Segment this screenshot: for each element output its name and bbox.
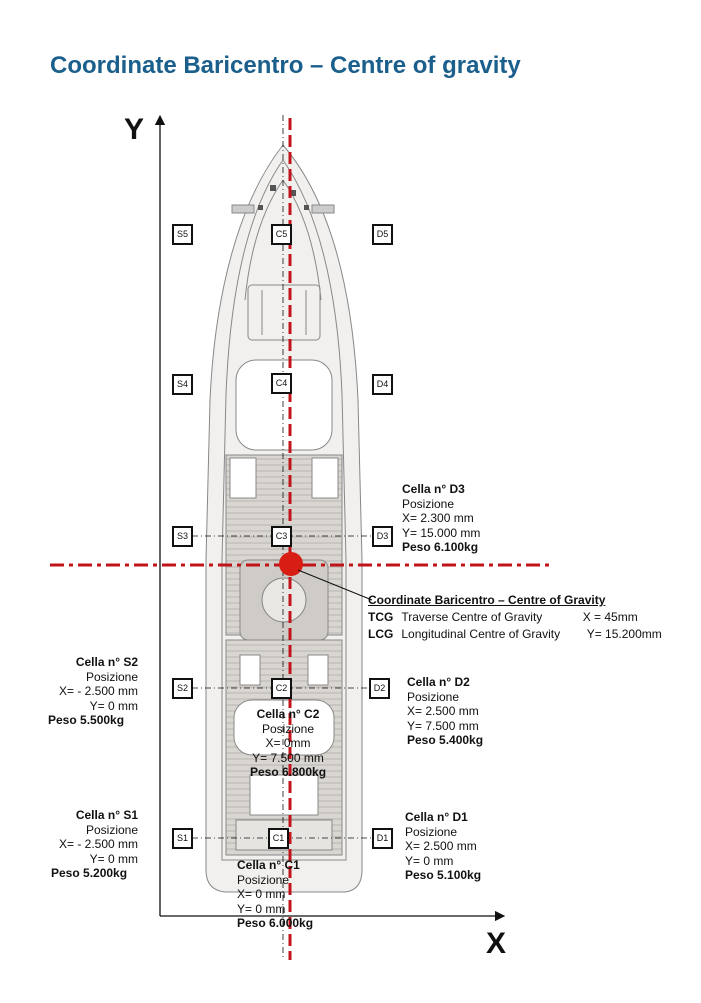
cell-box-c3: C3 [271,526,292,547]
cell-x: X= 2.500 mm [407,704,479,718]
cell-box-d5: D5 [372,224,393,245]
cell-y: Y= 15.000 mm [402,525,481,540]
x-axis-label: X [486,927,507,960]
cell-x: X= 2.500 mm [405,839,477,853]
cell-y: Y= 0 mm [237,901,286,916]
lcg-label: Longitudinal Centre of Gravity [401,627,561,641]
cell-x: X= - 2.500 mm [58,684,138,698]
cell-x: X= - 2.500 mm [58,837,138,851]
cell-weight: Peso 5.200kg [51,866,128,880]
tcg-abbr: TCG [368,610,394,624]
cell-info-d3 [402,482,480,555]
cell-weight: Peso 6.000kg [237,916,314,930]
cell-info-s1 [40,808,138,881]
cell-info-c2 [238,707,338,780]
tcg-value: X = 45mm [582,610,638,624]
cell-box-c1: C1 [268,828,289,849]
cell-y: Y= 7.500 mm [407,718,479,733]
cog-legend [368,592,662,643]
cell-box-d3: D3 [372,526,393,547]
cell-weight: Peso 5.100kg [405,868,482,882]
cell-box-c5: C5 [271,224,292,245]
cell-box-c2: C2 [271,678,292,699]
cell-info-d2 [407,675,483,748]
cell-y: Y= 0 mm [89,698,138,713]
lcg-abbr: LCG [368,627,394,641]
cell-title: Cella n° C1 [237,858,300,872]
cell-weight: Peso 5.500kg [48,713,125,727]
cell-box-d1: D1 [372,828,393,849]
cell-box-d2: D2 [369,678,390,699]
lcg-value: Y= 15.200mm [586,627,662,641]
deck-area [226,455,342,855]
page-title: Coordinate Baricentro – Centre of gravity [50,52,521,79]
cell-x: X= 0mm [265,736,311,750]
cell-box-s3: S3 [172,526,193,547]
cell-box-s2: S2 [172,678,193,699]
cell-weight: Peso 6.800kg [249,765,327,779]
cell-position-label: Posizione [85,822,138,837]
cell-box-d4: D4 [372,374,393,395]
cell-title: Cella n° S2 [75,655,138,669]
cell-weight: Peso 5.400kg [407,733,484,747]
cell-y: Y= 0 mm [89,851,138,866]
cell-position-label: Posizione [402,496,455,511]
cell-y: Y= 7.500 mm [252,750,324,765]
cog-tcg-row [368,609,662,626]
cell-info-s2 [40,655,138,728]
cell-y: Y= 0 mm [405,853,454,868]
cell-info-c1 [237,858,313,931]
cell-position-label: Posizione [85,669,138,684]
cog-lcg-row [368,626,662,643]
cell-weight: Peso 6.100kg [402,540,479,554]
cell-position-label: Posizione [407,689,460,704]
y-axis-label: Y [124,113,145,146]
cell-x: X= 0 mm [237,887,286,901]
cell-position-label: Posizione [237,872,290,887]
cell-info-d1 [405,810,481,883]
cell-title: Cella n° S1 [75,808,138,822]
tcg-label: Traverse Centre of Gravity [401,610,543,624]
cog-title: Coordinate Baricentro – Centre of Gravity [368,593,606,607]
cell-position-label: Posizione [261,721,315,736]
cell-position-label: Posizione [405,824,458,839]
cell-title: Cella n° D3 [402,482,465,496]
cell-box-s4: S4 [172,374,193,395]
cell-box-c4: C4 [271,373,292,394]
cell-title: Cella n° D2 [407,675,470,689]
cell-x: X= 2.300 mm [402,511,474,525]
cog-marker [279,552,303,576]
cell-box-s5: S5 [172,224,193,245]
cell-title: Cella n° D1 [405,810,468,824]
cell-title: Cella n° C2 [256,707,320,721]
cell-box-s1: S1 [172,828,193,849]
